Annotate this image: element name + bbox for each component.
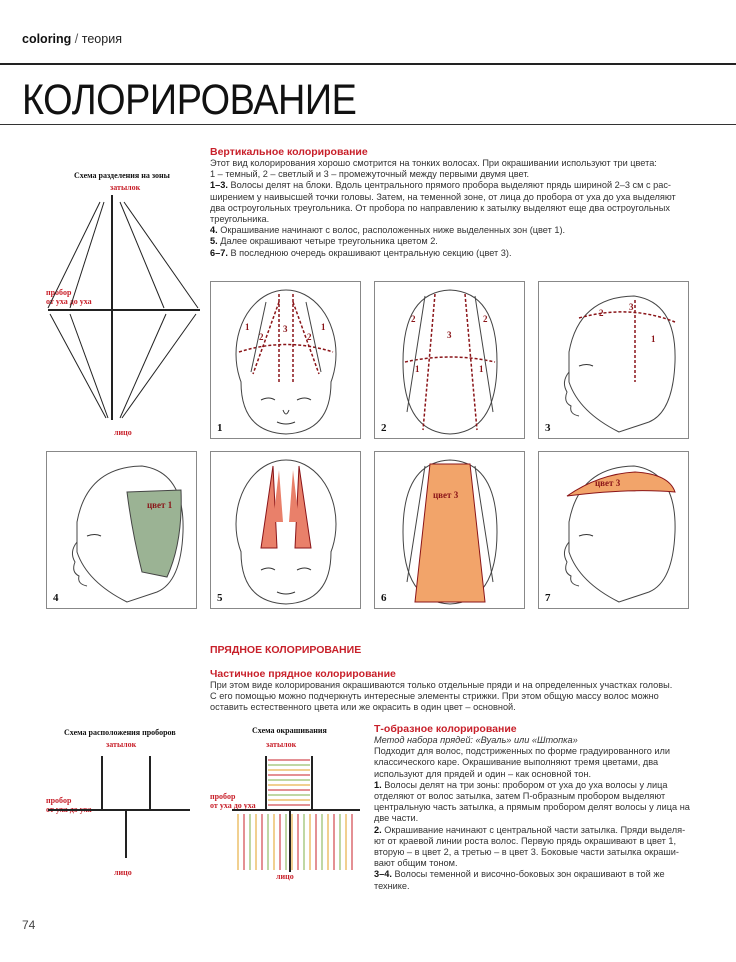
t-shaped-step-1: 1. Волосы делят на три зоны: пробором от уха до уха волосы у лица отделяют от волос затылка, затем П-образным пробором выделяют центральную часть затылка, а прямым пробором делят волосы у лица на две части. [374,779,690,824]
vertical-coloring-block [210,146,710,259]
subsection-name: теория [81,32,122,46]
t-shaped-step-3: 3–4. Волосы теменной и височно-боковых зон окрашивают в той же технике. [374,869,665,891]
coloring-diagram-side-label: пробор от уха до уха [210,792,256,810]
t-shaped-block [374,723,704,892]
panel-3-number: 3 [545,422,551,434]
section-breadcrumb [22,32,122,46]
panel-3-label-1: 1 [651,334,656,344]
page-title: КОЛОРИРОВАНИЕ [22,76,357,124]
coloring-diagram-bottom-label: лицо [276,872,294,881]
strand-subheading: Частичное прядное колорирование [210,668,396,680]
panel-4 [46,451,197,609]
panel-4-number: 4 [53,592,59,604]
panel-2-number: 2 [381,422,387,434]
zone-diagram-top-label: затылок [110,183,141,192]
panel-7-label-color3: цвет 3 [595,478,621,488]
panel-3-label-2: 2 [599,308,604,318]
vertical-heading: Вертикальное колорирование [210,146,368,158]
t-shaped-step-2: 2. Окрашивание начинают с центральной части затылка. Пряди выделя- ют от краевой линии роста волос. Первую прядь окрашивают в цвет 1, вторую – в цвет 2, а третью – в цвет 3. Боковые части затылка окраши- вают общим тоном. [374,824,686,869]
panel-5-number: 5 [217,592,223,604]
panel-1-label-3: 3 [283,324,288,334]
vertical-intro: Этот вид колорирования хорошо смотрится на тонких волосах. При окрашивании используют три цвета: [210,158,657,168]
strand-heading: ПРЯДНОЕ КОЛОРИРОВАНИЕ [210,644,362,656]
panel-2-label-1: 1 [415,364,420,374]
panel-7 [538,451,689,609]
panel-2-label-1b: 1 [479,364,484,374]
strand-coloring-block [210,644,710,714]
panel-6 [374,451,525,609]
parting-diagram-bottom-label: лицо [114,868,132,877]
panel-1-label-2: 2 [259,332,264,342]
vertical-intro-2: 1 – темный, 2 – светлый и 3 – промежуточный между первыми двумя цвет. [210,169,530,180]
coloring-diagram [230,752,365,877]
zone-diagram [40,190,210,430]
t-shaped-heading: Т-образное колорирование [374,723,517,735]
title-rule [0,124,736,125]
strand-line-2: С его помощью можно подчеркнуть интересные элементы стрижки. При этом общую массу волос можно [210,691,659,702]
t-shaped-method: Метод набора прядей: «Вуаль» или «Штопка» [374,735,578,745]
strand-line-3: оставить естественного цвета или же окрасить в один цвет – основной. [210,702,516,713]
breadcrumb-separator: / [74,32,79,46]
panel-5 [210,451,361,609]
panel-7-number: 7 [545,592,551,604]
zone-diagram-side-label: пробор от уха до уха [46,288,92,306]
vertical-step-6: 6–7. В последнюю очередь окрашивают центральную секцию (цвет 3). [210,247,512,258]
zone-diagram-bottom-label: лицо [114,428,132,437]
panel-6-label-color3: цвет 3 [433,490,459,500]
top-rule [0,63,736,65]
parting-diagram-caption: Схема расположения проборов [64,728,176,737]
t-shaped-intro: Подходит для волос, подстриженных по форме градуированного или классического каре. Окрашивание выполняют тремя цветами, два используют для прядей и один – как основной тон. [374,746,671,779]
panel-6-number: 6 [381,592,387,604]
panel-2-label-2b: 2 [483,314,488,324]
strand-line-1: При этом виде колорирования окрашиваются только отдельные пряди и на определенных участках головы. [210,680,673,690]
panel-1 [210,281,361,439]
page-number: 74 [22,918,36,932]
vertical-step-1: 1–3. Волосы делят на блоки. Вдоль центрального прямого пробора выделяют прядь шириной 2–3 см с рас- ширением у наивысшей точки головы. Затем, на теменной зоне, от лица до пробора от уха до уха выделяют два остроугольных треугольника. От пробора по направлению к затылку выделяют еще два остроугольных треугольника. [210,180,676,225]
panel-1-label-2b: 2 [307,332,312,342]
coloring-diagram-top-label: затылок [266,740,297,749]
panel-2-label-3: 3 [447,330,452,340]
zone-diagram-caption: Схема разделения на зоны [74,171,170,180]
parting-diagram-top-label: затылок [106,740,137,749]
panel-4-label-color1: цвет 1 [147,500,173,510]
panel-1-label-1b: 1 [321,322,326,332]
panel-1-number: 1 [217,422,223,434]
panel-2-label-2: 2 [411,314,416,324]
vertical-step-4: 4. Окрашивание начинают с волос, расположенных ниже выделенных зон (цвет 1). [210,225,566,236]
panel-3-label-3: 3 [629,302,634,312]
panel-3 [538,281,689,439]
panel-1-label-1: 1 [245,322,250,332]
parting-diagram [46,752,196,862]
vertical-step-5: 5. Далее окрашивают четыре треугольника цветом 2. [210,236,438,247]
panel-2 [374,281,525,439]
coloring-diagram-caption: Схема окрашивания [252,726,327,735]
parting-diagram-side-label: пробор от уха до уха [46,796,92,814]
section-name: coloring [22,32,72,46]
